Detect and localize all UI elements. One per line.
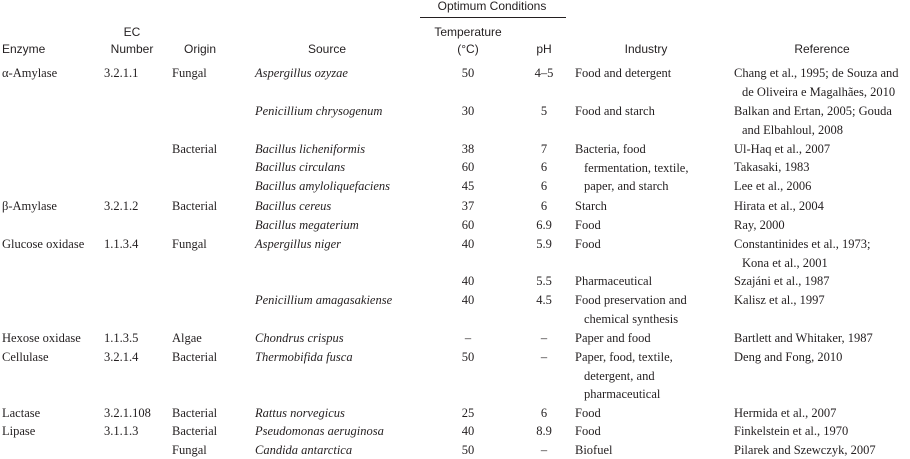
cell-temperature: 40 [461, 274, 475, 288]
cell-ph: 5 [540, 104, 548, 118]
cell-industry: pharmaceutical [584, 387, 661, 401]
cell-origin: Fungal [172, 66, 207, 80]
column-header-enzyme: Enzyme [2, 42, 46, 56]
cell-source: Rattus norvegicus [255, 406, 345, 420]
cell-origin: Bacterial [172, 142, 218, 156]
cell-enzyme: Cellulase [2, 350, 49, 364]
cell-industry: detergent, and [584, 368, 655, 383]
cell-ec-number: 3.2.1.4 [104, 350, 139, 364]
cell-industry: Food [575, 218, 601, 232]
cell-industry: chemical synthesis [584, 311, 679, 326]
cell-reference: Hirata et al., 2004 [734, 199, 824, 213]
cell-ec-number: 1.1.3.4 [104, 237, 139, 251]
column-header-origin: Origin [184, 42, 217, 56]
cell-industry: Bacteria, food [575, 142, 646, 156]
cell-ph: 6.9 [536, 218, 552, 232]
cell-source: Candida antarctica [255, 443, 353, 457]
cell-temperature: 38 [461, 142, 475, 156]
cell-ec-number: 3.1.1.3 [104, 424, 139, 438]
cell-source: Bacillus cereus [255, 199, 332, 213]
cell-reference: Kalisz et al., 1997 [734, 293, 825, 307]
cell-ph: 6 [540, 406, 548, 420]
cell-reference: Finkelstein et al., 1970 [734, 424, 849, 438]
cell-source: Penicillium amagasakiense [255, 293, 393, 307]
optimum-conditions-heading: Optimum Conditions [437, 0, 547, 13]
cell-reference: Deng and Fong, 2010 [734, 350, 843, 364]
column-header-ph: pH [536, 42, 552, 56]
cell-reference: de Oliveira e Magalhães, 2010 [742, 84, 896, 99]
cell-industry: Pharmaceutical [575, 274, 653, 288]
cell-ph: 4.5 [536, 293, 552, 307]
cell-temperature: 50 [461, 66, 475, 80]
cell-industry: Food [575, 424, 601, 438]
cell-reference: Takasaki, 1983 [734, 160, 810, 174]
cell-reference: Constantinides et al., 1973; [734, 237, 871, 251]
column-header-source: Source [307, 42, 347, 56]
cell-temperature: 50 [461, 443, 475, 457]
cell-enzyme: β-Amylase [2, 199, 57, 213]
cell-origin: Bacterial [172, 350, 218, 364]
cell-ph: 7 [540, 142, 548, 156]
cell-origin: Bacterial [172, 424, 218, 438]
cell-reference: Lee et al., 2006 [734, 179, 812, 193]
cell-temperature: 25 [461, 406, 475, 420]
cell-industry: Paper, food, textile, [575, 350, 673, 364]
cell-reference: Kona et al., 2001 [742, 255, 828, 270]
cell-ec-number: 3.2.1.1 [104, 66, 139, 80]
cell-temperature: 50 [461, 350, 475, 364]
cell-industry: paper, and starch [584, 179, 669, 193]
cell-reference: Balkan and Ertan, 2005; Gouda [734, 104, 892, 118]
cell-ph: 6 [540, 160, 548, 174]
cell-ph: – [540, 331, 548, 345]
cell-reference: Ul-Haq et al., 2007 [734, 142, 831, 156]
column-header-reference: Reference [794, 42, 850, 56]
cell-source: Aspergillus ozyzae [255, 66, 348, 80]
cell-temperature: – [464, 331, 472, 345]
cell-ph: 5.9 [536, 237, 552, 251]
cell-enzyme: Glucose oxidase [2, 237, 85, 251]
cell-reference: Ray, 2000 [734, 218, 785, 232]
cell-industry: fermentation, textile, [584, 160, 689, 175]
cell-industry: Biofuel [575, 443, 613, 457]
cell-ec-number: 1.1.3.5 [104, 331, 139, 345]
cell-industry: Food preservation and [575, 293, 687, 307]
cell-ph: 6 [540, 199, 548, 213]
cell-origin: Bacterial [172, 406, 218, 420]
cell-enzyme: Lipase [2, 424, 36, 438]
cell-source: Pseudomonas aeruginosa [255, 424, 384, 438]
cell-temperature: 40 [461, 293, 475, 307]
cell-source: Bacillus circulans [255, 160, 346, 174]
cell-ec-number: 3.2.1.108 [104, 406, 151, 420]
cell-source: Penicillium chrysogenum [255, 104, 383, 118]
cell-temperature: 45 [461, 179, 475, 193]
cell-reference: Bartlett and Whitaker, 1987 [734, 331, 873, 345]
cell-reference: Szajáni et al., 1987 [734, 274, 830, 288]
cell-ph: – [540, 443, 548, 457]
cell-origin: Fungal [172, 443, 207, 457]
cell-reference: Chang et al., 1995; de Souza and [734, 66, 899, 80]
cell-source: Bacillus licheniformis [255, 142, 366, 156]
cell-ph: 5.5 [536, 274, 552, 288]
cell-temperature: 37 [461, 199, 475, 213]
cell-industry: Food [575, 406, 601, 420]
cell-enzyme: Lactase [2, 406, 41, 420]
column-header-temperature-unit: (°C) [457, 42, 479, 56]
cell-temperature: 60 [461, 218, 475, 232]
column-header-industry: Industry [624, 42, 668, 56]
cell-temperature: 40 [461, 237, 475, 251]
cell-industry: Food and starch [575, 104, 655, 118]
column-header-ec-line1: EC [123, 25, 141, 39]
column-header-temperature: Temperature [434, 25, 502, 39]
cell-origin: Algae [172, 331, 202, 345]
cell-source: Thermobifida fusca [255, 350, 353, 364]
cell-ph: 6 [540, 179, 548, 193]
cell-reference: Hermida et al., 2007 [734, 406, 837, 420]
cell-temperature: 60 [461, 160, 475, 174]
cell-reference: Pilarek and Szewczyk, 2007 [734, 443, 876, 457]
column-header-ec-line2: Number [110, 42, 154, 56]
cell-origin: Fungal [172, 237, 207, 251]
cell-ph: 4–5 [534, 66, 554, 80]
cell-temperature: 30 [461, 104, 475, 118]
cell-ec-number: 3.2.1.2 [104, 199, 139, 213]
cell-source: Aspergillus niger [255, 237, 341, 251]
cell-source: Bacillus amyloliquefaciens [255, 179, 391, 193]
cell-ph: 8.9 [536, 424, 552, 438]
cell-reference: and Elbahloul, 2008 [742, 122, 844, 137]
cell-enzyme: α-Amylase [2, 66, 58, 80]
cell-temperature: 40 [461, 424, 475, 438]
optimum-conditions-rule [420, 17, 566, 18]
cell-industry: Food and detergent [575, 66, 672, 80]
cell-source: Bacillus megaterium [255, 218, 359, 232]
cell-enzyme: Hexose oxidase [2, 331, 81, 345]
cell-source: Chondrus crispus [255, 331, 344, 345]
cell-industry: Starch [575, 199, 607, 213]
cell-industry: Food [575, 237, 601, 251]
cell-industry: Paper and food [575, 331, 651, 345]
cell-ph: – [540, 350, 548, 364]
cell-origin: Bacterial [172, 199, 218, 213]
